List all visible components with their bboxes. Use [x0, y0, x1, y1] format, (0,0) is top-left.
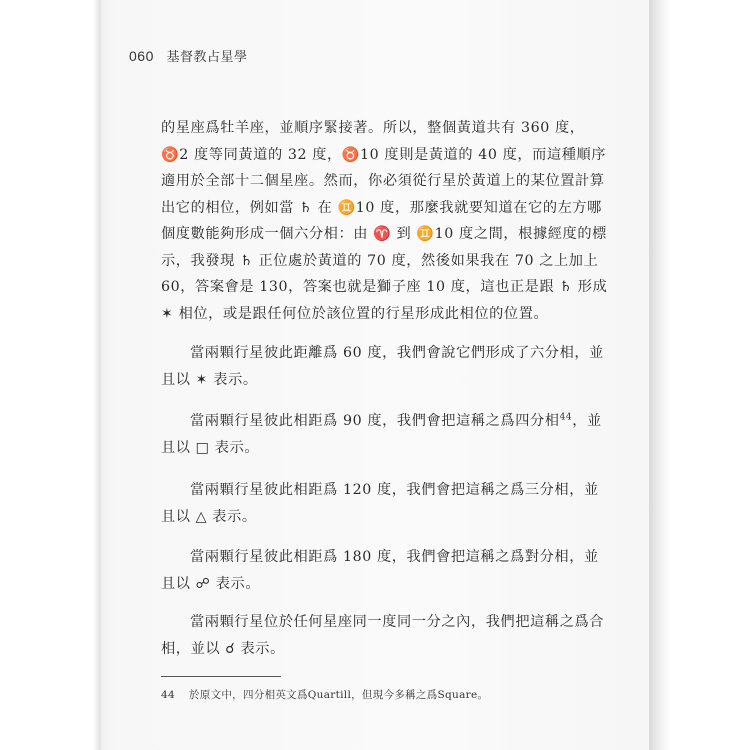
running-header: [129, 46, 248, 65]
footnote-divider: [161, 676, 281, 677]
paragraph-text: 的星座爲牡羊座，並順序緊接著。所以，整個黃道共有 360 度，♉2 度等同黃道的 32 度，♉10 度則是黃道的 40 度，而這種順序適用於全部十二個星座。然而，你必須從行星於黃道上的某位置計算出它的相位，例如當 ♄ 在 ♊10 度，那麼我就要知道在它的左方哪個度數能夠形成一個六分相：由 ♈ 到 ♊10 度之間，根據經度的標示，我發現 ♄ 正位處於黃道的 70 度，然後如果我在 70 之上加上 60，答案會是 130，答案也就是獅子座 10 度，這也正是跟 ♄ 形成 ✶ 相位，或是跟任何位於該位置的行星形成此相位的位置。: [161, 120, 608, 322]
paragraph-text: 當兩顆行星彼此距離爲 60 度，我們會說它們形成了六分相，並且以 ✶ 表示。: [161, 345, 604, 388]
footnote-number: 44: [161, 689, 175, 701]
paragraph-text: 當兩顆行星彼此相距爲 120 度，我們會把這稱之爲三分相，並且以 △ 表示。: [161, 482, 599, 525]
page-number: 060: [129, 48, 154, 64]
paragraph-opposition: [161, 544, 609, 597]
page-edge-shadow: [649, 0, 750, 750]
book-page: [103, 0, 649, 750]
paragraph-sextile: [161, 340, 609, 393]
footnote: [161, 687, 621, 702]
paragraph-square: [161, 408, 609, 461]
paragraph-text: 當兩顆行星位於任何星座同一度同一分之內，我們把這稱之爲合相，並以 ☌ 表示。: [161, 614, 605, 657]
paragraph-trine: [161, 477, 609, 530]
paragraph-text-part: 當兩顆行星彼此相距爲 90 度，我們會把這稱之爲四分相: [190, 413, 560, 429]
page-gutter-left: [93, 0, 103, 750]
footnote-text: 於原文中，四分相英文爲Quartill，但現今多稱之爲Square。: [188, 689, 489, 701]
paragraph-text: [161, 408, 609, 461]
paragraph-conjunction: [161, 609, 609, 662]
book-title: 基督教占星學: [166, 50, 248, 65]
paragraph-text: 當兩顆行星彼此相距爲 180 度，我們會把這稱之爲對分相，並且以 ☍ 表示。: [161, 549, 599, 592]
paragraph-continuation: [161, 115, 609, 327]
paragraph-text-part: ，並且以 □ 表示。: [161, 413, 602, 456]
footnote-reference[interactable]: 44: [559, 412, 573, 423]
